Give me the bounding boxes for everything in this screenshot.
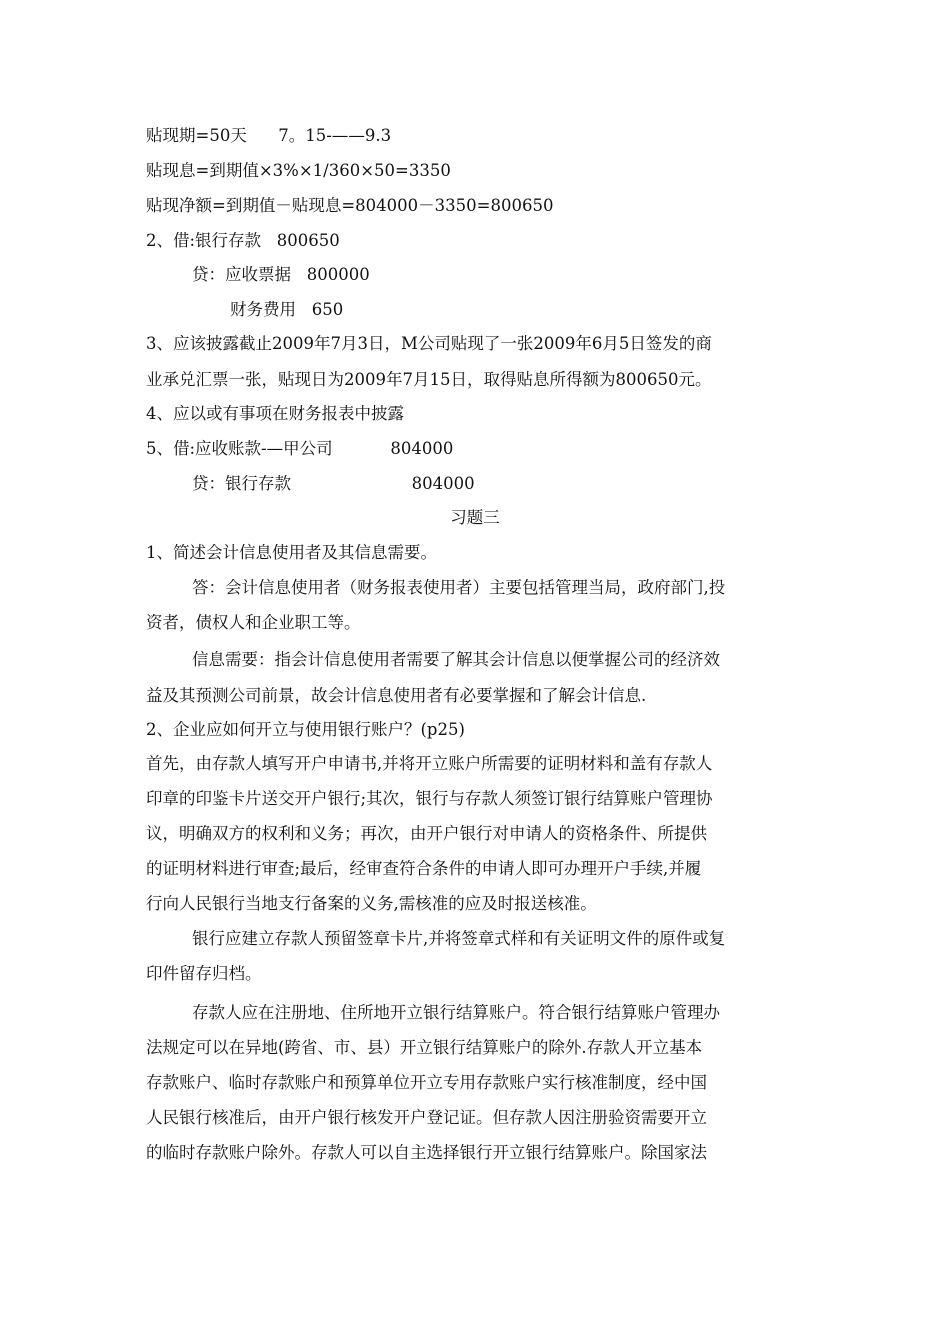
text-line: 益及其预测公司前景，故会计信息使用者有必要掌握和了解会计信息.: [146, 686, 647, 705]
text-line: 的证明材料进行审查;最后，经审查符合条件的申请人即可办理开户手续,并履: [146, 859, 702, 878]
text-line: 贴现净额=到期值－贴现息=804000－3350=800650: [146, 196, 554, 215]
text-line: 印件留存归档。: [146, 964, 262, 983]
text-line: 贴现息=到期值×3%×1/360×50=3350: [146, 161, 451, 180]
text-line: 的临时存款账户除外。存款人可以自主选择银行开立银行结算账户。除国家法: [146, 1143, 707, 1162]
text-line: 印章的印鉴卡片送交开户银行;其次，银行与存款人须签订银行结算账户管理协: [146, 789, 713, 808]
text-line: 4、应以或有事项在财务报表中披露: [146, 404, 404, 423]
text-line: 存款人应在注册地、住所地开立银行结算账户。符合银行结算账户管理办: [192, 1003, 720, 1022]
section-heading: 习题三: [450, 508, 500, 527]
text-line: 贷：银行存款 804000: [192, 474, 475, 493]
text-line: 1、简述会计信息使用者及其信息需要。: [146, 543, 437, 562]
text-line: 3、应该披露截止2009年7月3日，M公司贴现了一张2009年6月5日签发的商: [146, 334, 712, 353]
text-line: 行向人民银行当地支行备案的义务,需核准的应及时报送核准。: [146, 894, 597, 913]
text-line: 2、企业应如何开立与使用银行账户？(p25): [146, 720, 465, 739]
text-line: 首先，由存款人填写开户申请书,并将开立账户所需要的证明材料和盖有存款人: [146, 754, 713, 773]
text-line: 议，明确双方的权利和义务；再次，由开户银行对申请人的资格条件、所提供: [146, 824, 707, 843]
text-line: 信息需要：指会计信息使用者需要了解其会计信息以便掌握公司的经济效: [192, 650, 720, 669]
text-line: 业承兑汇票一张，贴现日为2009年7月15日，取得贴息所得额为800650元。: [146, 370, 712, 389]
text-line: 财务费用 650: [230, 300, 344, 319]
text-line: 2、借:银行存款 800650: [146, 231, 340, 250]
text-line: 人民银行核准后，由开户银行核发开户登记证。但存款人因注册验资需要开立: [146, 1108, 707, 1127]
text-line: 贴现期=50天 7。15-——9.3: [146, 126, 392, 145]
text-line: 银行应建立存款人预留签章卡片,并将签章式样和有关证明文件的原件或复: [192, 929, 726, 948]
text-line: 贷：应收票据 800000: [192, 265, 370, 284]
text-line: 法规定可以在异地(跨省、市、县）开立银行结算账户的除外.存款人开立基本: [146, 1038, 703, 1057]
text-line: 答：会计信息使用者（财务报表使用者）主要包括管理当局，政府部门,投: [192, 578, 726, 597]
text-line: 存款账户、临时存款账户和预算单位开立专用存款账户实行核准制度，经中国: [146, 1073, 707, 1092]
text-line: 资者，债权人和企业职工等。: [146, 613, 361, 632]
text-line: 5、借:应收账款-—甲公司 804000: [146, 439, 454, 458]
